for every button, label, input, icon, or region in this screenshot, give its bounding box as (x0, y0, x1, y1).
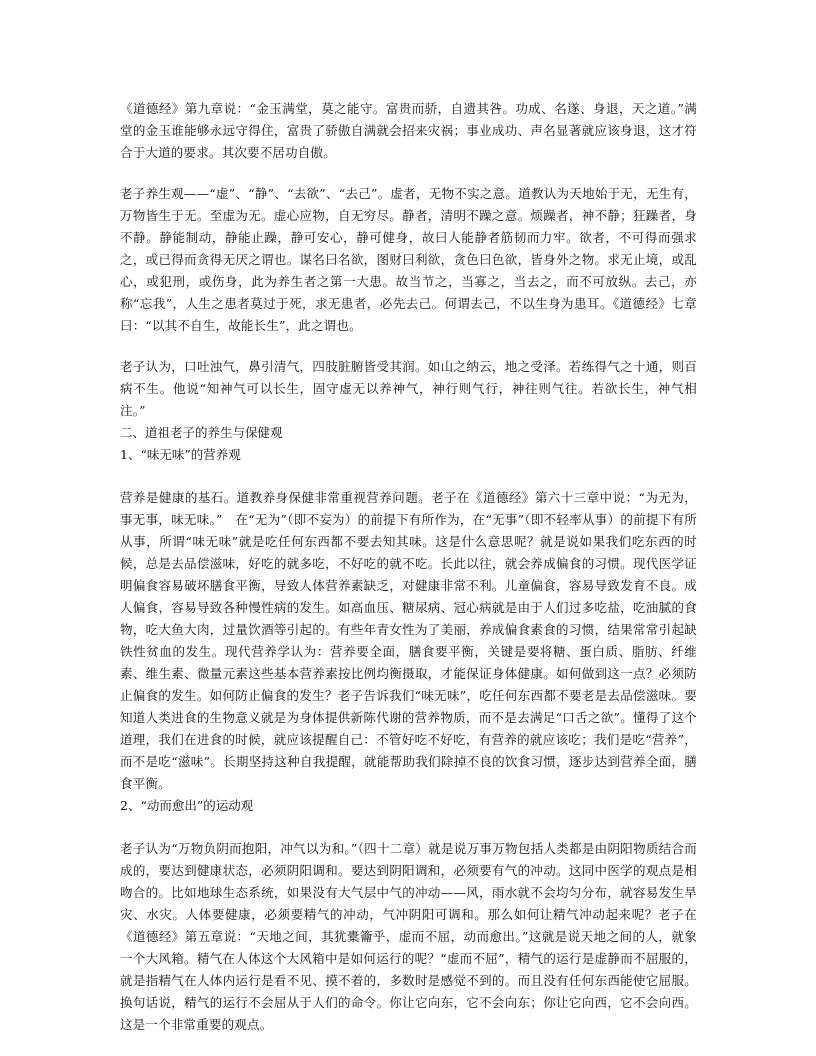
paragraph-daodejing-chapter9: 《道德经》第九章说：“金玉满堂，莫之能守。富贵而骄，自遗其咎。功成、名遂、身退，天之道。”满堂的金玉谁能够永远守得住，富贵了骄傲自满就会招来灾祸；事业成功、声名显著就应该身退，这才符合于大道的要求。其次要不居功自傲。 (120, 101, 697, 160)
section-heading: 二、道祖老子的养生与保健观 (120, 425, 283, 440)
paragraph-breathing: 老子认为，口吐浊气，鼻引清气，四肢脏腑皆受其润。如山之纳云，地之受泽。若练得气之十通，则百病不生。他说“知神气可以长生，固守虚无以养神气，神行则气行，神往则气往。若欲长生，神气相注。” (120, 359, 697, 418)
paragraph-exercise: 老子认为“万物负阴而抱阳，冲气以为和。”（四十二章）就是说万事万物包括人类都是由阴阳物质结合而成的，要达到健康状态，必须阴阳调和。要达到阴阳调和，必须要有气的冲动。这同中医学的观点是相吻合的。比如地球生态系统，如果没有大气层中气的冲动——风，雨水就不会均匀分布，就容易发生旱灾、水灾。人体要健康，必须要精气的冲动，气冲阴阳可调和。那么如何让精气冲动起来呢？老子在《道德经》第五章说：“天地之间，其犹橐籥乎，虚而不屈，动而愈出。”这就是说天地之间的人，就象一个大风箱。精气在人体这个大风箱中是如何运行的呢？“虚而不屈”，精气的运行是虚静而不屈服的，就是指精气在人体内运行是看不见、摸不着的，多数时是感觉不到的。而且没有任何东西能使它屈服。换句话说，精气的运行不会屈从于人们的命令。你让它向东，它不会向东；你让它向西，它不会向西。这是一个非常重要的观点。 (120, 841, 697, 1032)
subsection-heading-nutrition: 1、“味无味”的营养观 (120, 447, 241, 462)
paragraph-nutrition: 营养是健康的基石。道教养身保健非常重视营养问题。老子在《道德经》第六十三章中说：“为无为，事无事，味无味。” 在“无为”（即不妄为）的前提下有所作为，在“无事”（即不轻率从事）的前提下有所从事，所谓“味无味”就是吃任何东西都不要去知其味。这是什么意思呢？就是说如果我们吃东西的时候，总是去品偿滋味，好吃的就多吃，不好吃的就不吃。长此以往，就会养成偏食的习惯。现代医学证明偏食容易破坏膳食平衡，导致人体营养素缺乏，对健康非常不利。儿童偏食，容易导致发育不良。成人偏食，容易导致各种慢性病的发生。如高血压、糖尿病、冠心病就是由于人们过多吃盐，吃油腻的食物，吃大鱼大肉，过量饮酒等引起的。有些年青女性为了美丽，养成偏食素食的习惯，结果常常引起缺铁性贫血的发生。现代营养学认为：营养要全面，膳食要平衡，关键是要将糖、蛋白质、脂肪、纤维素、维生素、微量元素这些基本营养素按比例均衡摄取，才能保证身体健康。如何做到这一点？必须防止偏食的发生。如何防止偏食的发生？老子告诉我们“味无味”，吃任何东西都不要老是去品偿滋味。要知道人类进食的生物意义就是为身体提供新陈代谢的营养物质，而不是去满足“口舌之欲”。懂得了这个道理，我们在进食的时候，就应该提醒自己：不管好吃不好吃，有营养的就应该吃；我们是吃“营养”，而不是吃“滋味”。长期坚持这种自我提醒，就能帮助我们除掉不良的饮食习惯，逐步达到营养全面，膳食平衡。 (120, 490, 697, 791)
paragraph-laozi-health-view: 老子养生观——“虚”、“静”、“去欲”、“去己”。虚者，无物不实之意。道教认为天地始于无，无生有，万物皆生于无。至虚为无。虚心应物，自无穷尽。静者，清明不躁之意。烦躁者，神不静；狂躁者，身不静。静能制动，静能止躁，静可安心，静可健身，故曰人能静者筋韧而力牢。欲者，不可得而强求之，或已得而贪得无厌之谓也。谋名曰名欲，图财曰利欲，贪色曰色欲，皆身外之物。求无止境，或乱心，或犯刑，或伤身，此为养生者之第一大患。故当节之，当寡之，当去之，而不可放纵。去己，亦称“忘我”，人生之患者莫过于死，求无患者，必先去己。何谓去己，不以生身为患耳。《道德经》七章曰：“以其不自生，故能长生”，此之谓也。 (120, 186, 697, 333)
document-page (120, 98, 697, 1036)
subsection-heading-exercise: 2、“动而愈出”的运动观 (120, 798, 254, 813)
